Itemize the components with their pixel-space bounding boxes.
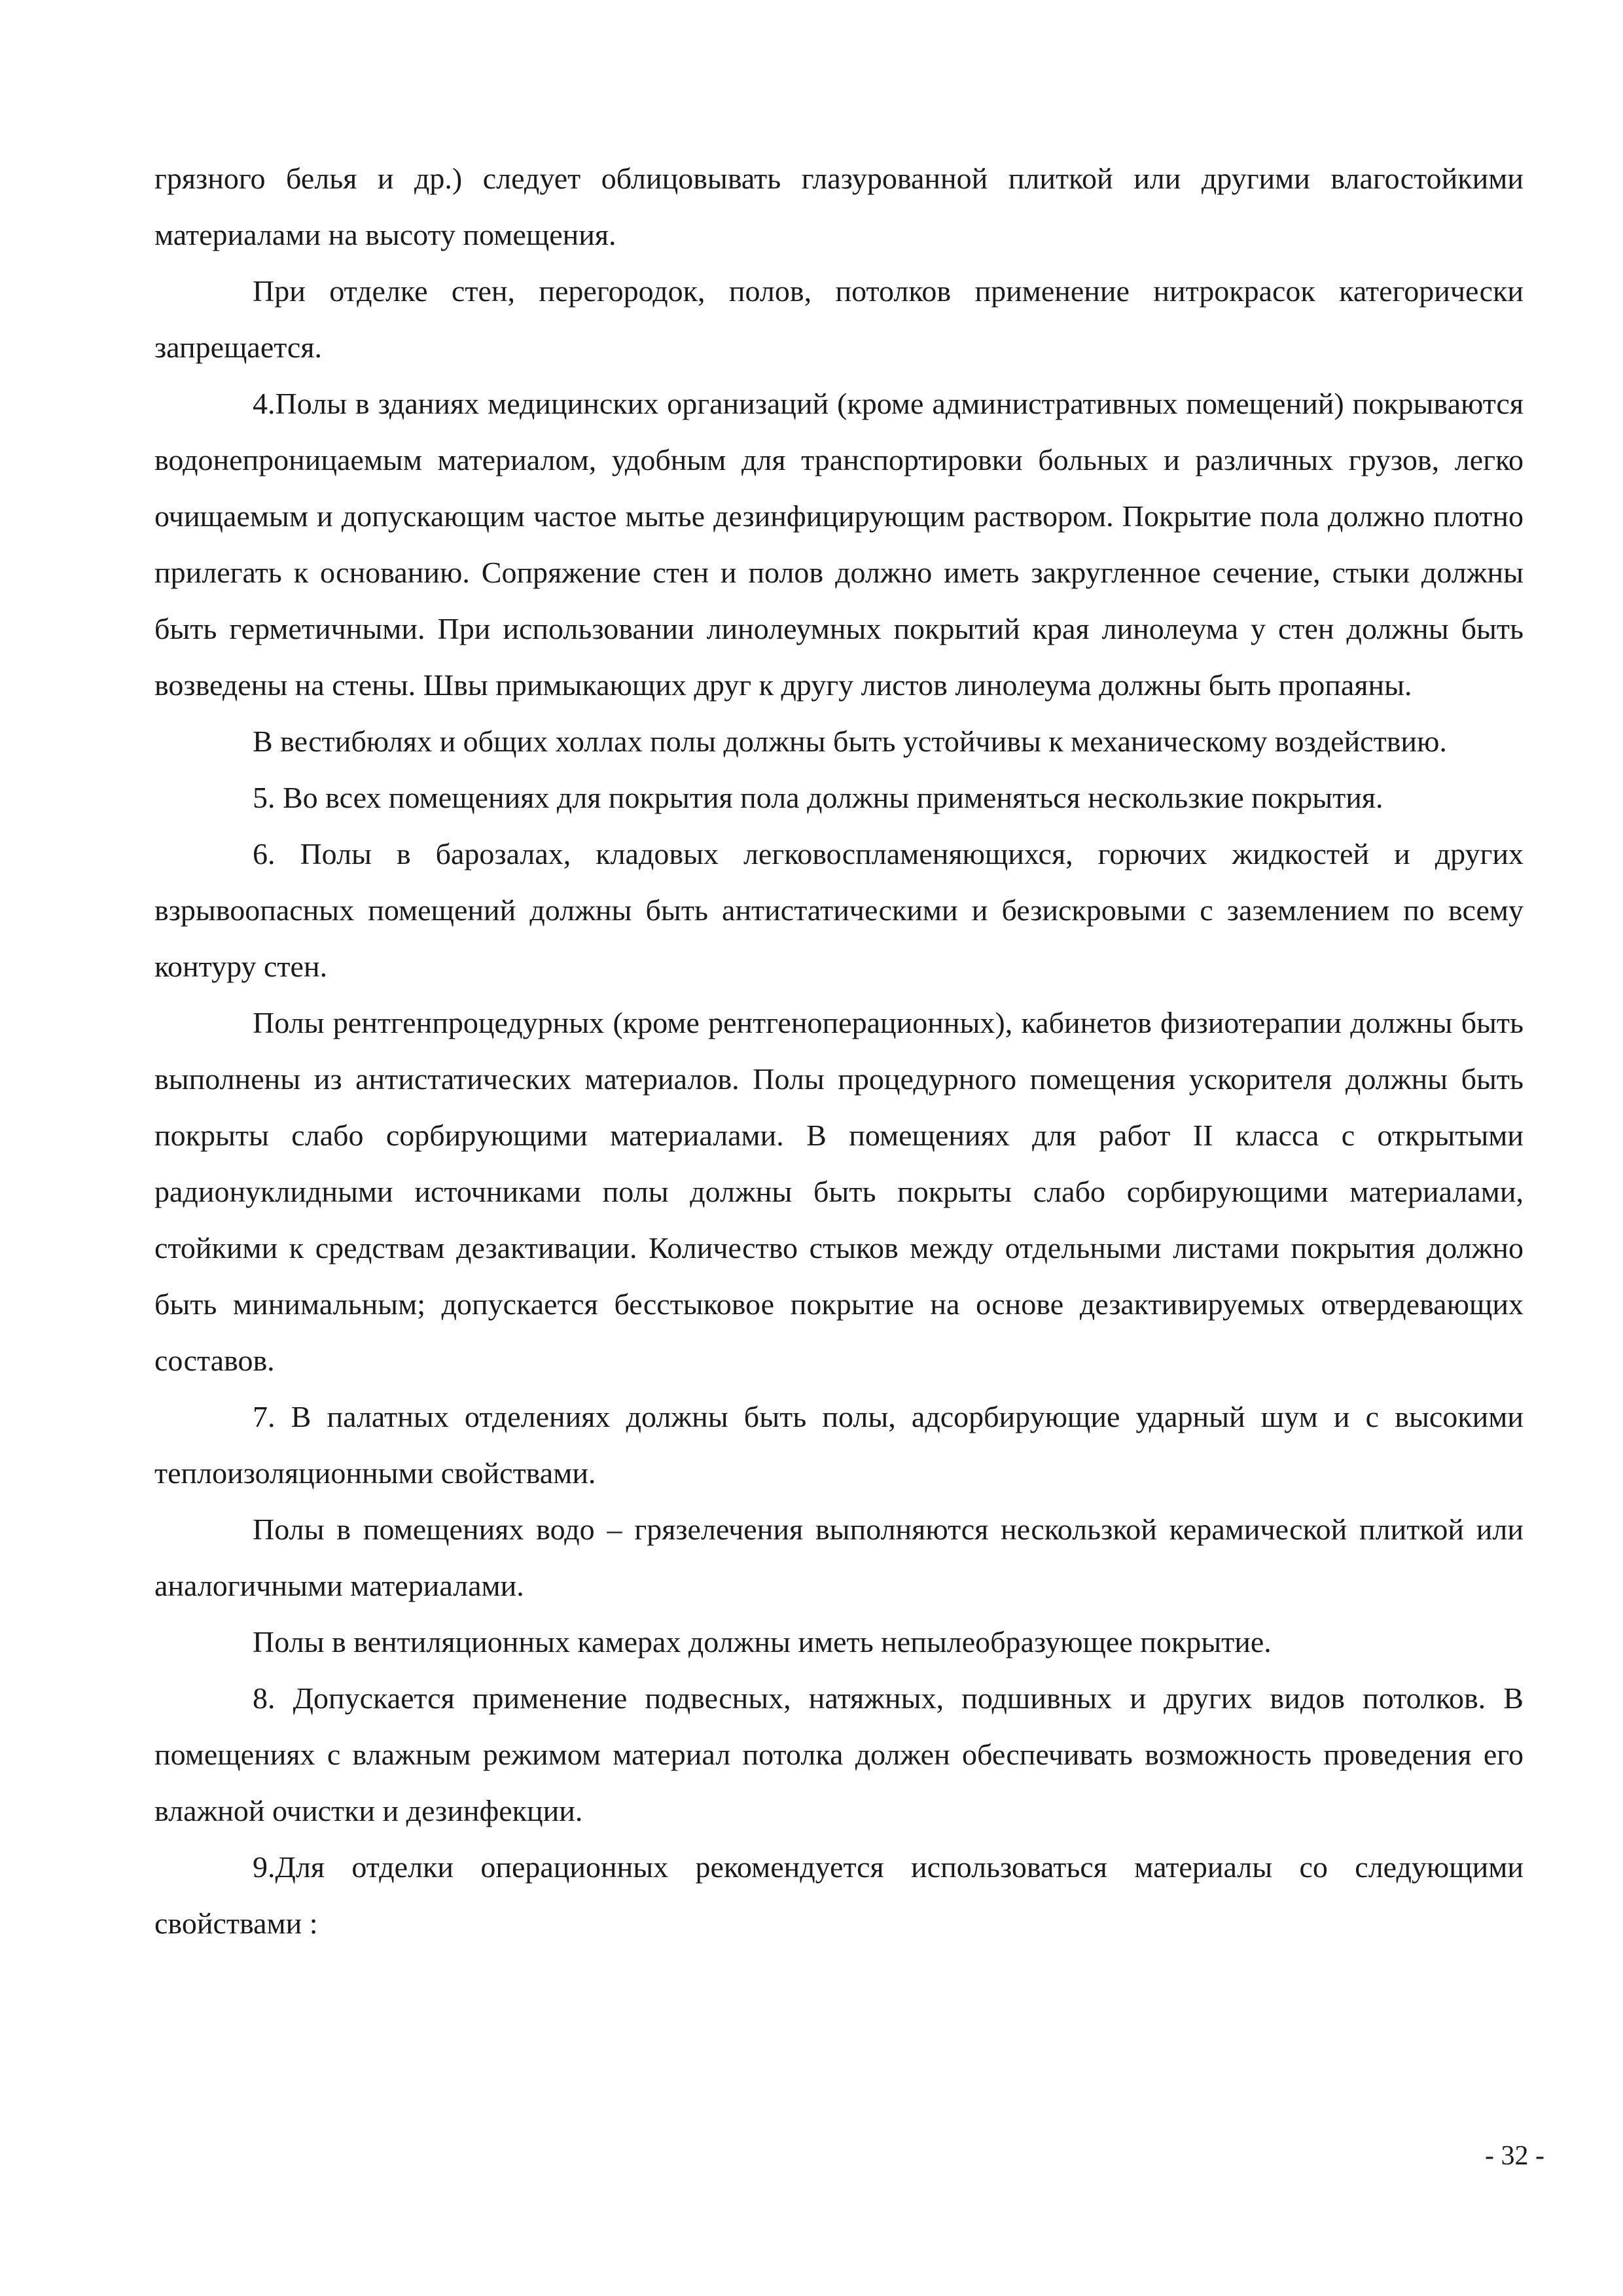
paragraph-item-6-antistatic: 6. Полы в барозалах, кладовых легковоспламеняющихся, горючих жидкостей и других взрывоопасных помещений должны быть антистатическими и безискровыми с заземлением по всему контуру стен. xyxy=(154,837,1524,983)
paragraph-nitro-paint-ban: При отделке стен, перегородок, полов, потолков применение нитрокрасок категорически запрещается. xyxy=(154,274,1524,364)
paragraph-item-4-floors: 4.Полы в зданиях медицинских организаций (кроме административных помещений) покрываются водонепроницаемым материалом, удобным для транспортировки больных и различных грузов, легко очищаемым и допускающим частое мытье дезинфицирующим раствором. Покрытие пола должно плотно прилегать к основанию. Сопряжение стен и полов должно иметь закругленное сечение, стыки должны быть герметичными. При использовании линолеумных покрытий края линолеума у стен должны быть возведены на стены. Швы примыкающих друг к другу листов линолеума должны быть пропаяны. xyxy=(154,387,1524,702)
paragraph-item-8-ceilings: 8. Допускается применение подвесных, натяжных, подшивных и других видов потолков. В помещениях с влажным режимом материал потолка должен обеспечивать возможность проведения его влажной очистки и дезинфекции. xyxy=(154,1681,1524,1827)
paragraph-xray-floors: Полы рентгенпроцедурных (кроме рентгеноперационных), кабинетов физиотерапии должны быть выполнены из антистатических материалов. Полы процедурного помещения ускорителя должны быть покрыты слабо сорбирующими материалами. В помещениях для работ II класса с открытыми радионуклидными источниками полы должны быть покрыты слабо сорбирующими материалами, стойкими к средствам дезактивации. Количество стыков между отдельными листами покрытия должно быть минимальным; допускается бесстыковое покрытие на основе дезактивируемых отвердевающих составов. xyxy=(154,1006,1524,1377)
paragraph-item-5-non-slip: 5. Во всех помещениях для покрытия пола должны применяться нескользкие покрытия. xyxy=(253,781,1383,814)
paragraph-ventilation-floors: Полы в вентиляционных камерах должны иметь непылеобразующее покрытие. xyxy=(253,1625,1272,1659)
paragraph-mud-therapy-floors: Полы в помещениях водо – грязелечения выполняются нескользкой керамической плиткой или аналогичными материалами. xyxy=(154,1513,1524,1602)
paragraph-continuation-wall-finish: грязного белья и др.) следует облицовывать глазурованной плиткой или другими влагостойкими материалами на высоту помещения. xyxy=(154,162,1524,251)
paragraph-item-9-operating-rooms: 9.Для отделки операционных рекомендуется использоваться материалы со следующими свойствами : xyxy=(154,1850,1524,1940)
paragraph-item-7-ward-floors: 7. В палатных отделениях должны быть полы, адсорбирующие ударный шум и с высокими теплоизоляционными свойствами. xyxy=(154,1400,1524,1490)
page-number: - 32 - xyxy=(1485,2141,1544,2171)
document-page xyxy=(154,151,1524,1952)
paragraph-vestibule-floors: В вестибюлях и общих холлах полы должны быть устойчивы к механическому воздействию. xyxy=(253,725,1447,758)
